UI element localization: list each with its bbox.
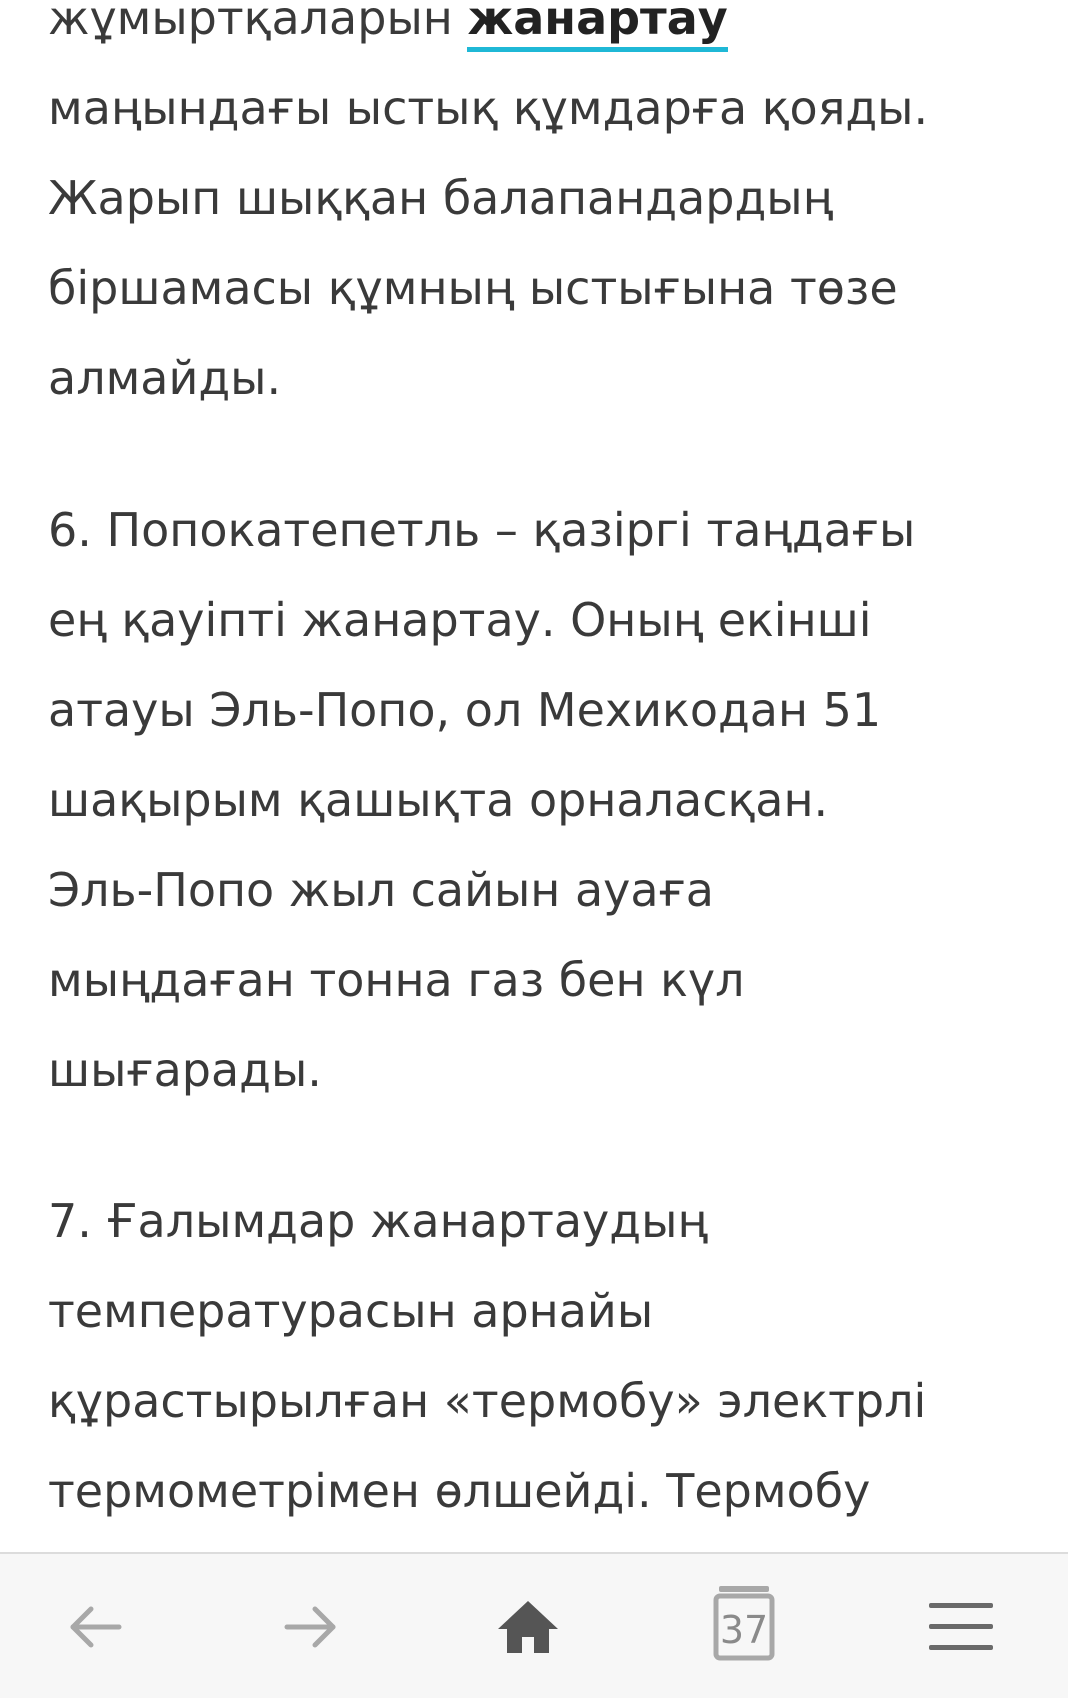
- paragraph-thermometer: [48, 1176, 1048, 1536]
- tabs-button[interactable]: [689, 1572, 799, 1682]
- paragraph-line: мыңдаған тонна газ бен күл: [48, 953, 745, 1007]
- paragraph-line: Эль-Попо жыл сайын ауаға: [48, 863, 714, 917]
- arrow-right-icon: [281, 1597, 341, 1657]
- paragraph-line: 6. Попокатепетль – қазіргі таңдағы: [48, 503, 916, 557]
- browser-bottom-toolbar: [0, 1552, 1068, 1698]
- paragraph-line: алмайды.: [48, 351, 282, 405]
- menu-button[interactable]: [906, 1572, 1016, 1682]
- paragraph-line: атауы Эль-Попо, ол Мехикодан 51: [48, 683, 882, 737]
- tab-count-label: 37: [719, 1608, 769, 1652]
- paragraph-line: шығарады.: [48, 1043, 322, 1097]
- paragraph-egg-sands: [48, 0, 1048, 423]
- paragraph-line: ең қауіпті жанартау. Оның екінші: [48, 593, 872, 647]
- arrow-left-icon: [65, 1597, 125, 1657]
- paragraph-line: Жарып шыққан балапандардың: [48, 171, 834, 225]
- paragraph-line: термометрімен өлшейді. Термобу: [48, 1464, 871, 1518]
- paragraph-line: біршамасы құмның ыстығына төзе: [48, 261, 898, 315]
- hamburger-menu-icon: [927, 1599, 995, 1655]
- paragraph-line: температурасын арнайы: [48, 1284, 654, 1338]
- home-icon: [496, 1597, 560, 1657]
- paragraph-popocatepetl: [48, 485, 1048, 1115]
- paragraph-line: маңындағы ыстық құмдарға қояды.: [48, 81, 929, 135]
- home-button[interactable]: [473, 1572, 583, 1682]
- paragraph-line: құрастырылған «термобу» электрлі: [48, 1374, 927, 1428]
- back-button[interactable]: [40, 1572, 150, 1682]
- line-text: жұмыртқаларын: [48, 0, 468, 45]
- paragraph-line: [48, 0, 1048, 63]
- volcano-link[interactable]: жанартау: [467, 0, 727, 52]
- paragraph-line: шақырым қашықта орналасқан.: [48, 773, 829, 827]
- paragraph-line: 7. Ғалымдар жанартаудың: [48, 1194, 708, 1248]
- forward-button[interactable]: [256, 1572, 366, 1682]
